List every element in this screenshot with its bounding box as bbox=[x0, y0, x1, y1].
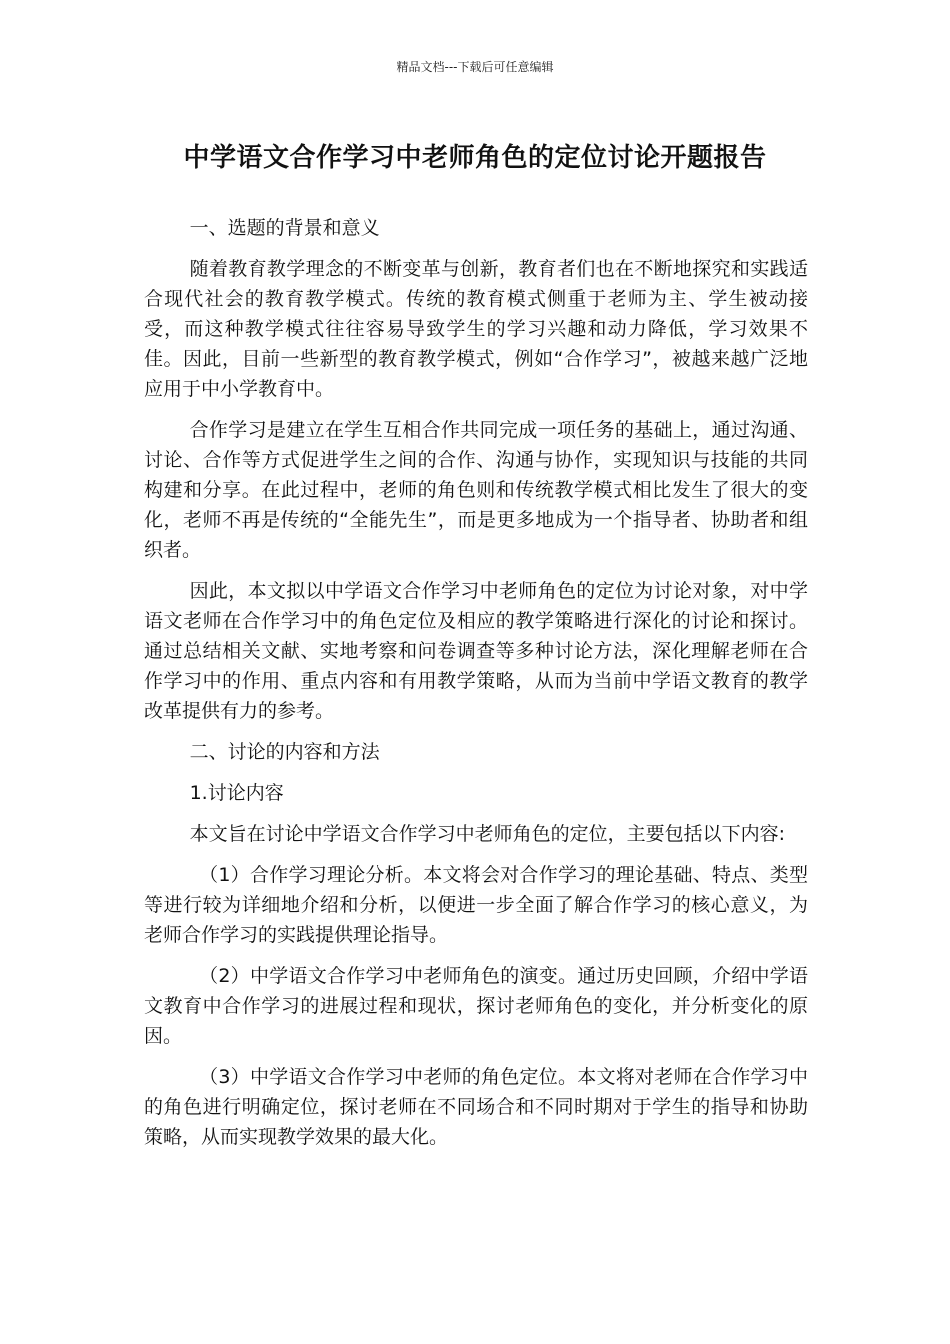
document-title: 中学语文合作学习中老师角色的定位讨论开题报告 bbox=[183, 143, 767, 173]
paragraph-purpose: 因此，本文拟以中学语文合作学习中老师角色的定位为讨论对象，对中学语文老师在合作学习中的角色定位及相应的教学策略进行深化的讨论和探讨。通过总结相关文献、实地考察和问卷调查等多种讨论方法，深化理解老师在合作学习中的作用、重点内容和有用教学策略，从而为当前中学语文教育的教学改革提供有力的参考。 bbox=[144, 580, 808, 722]
subsection-heading-content: 1.讨论内容 bbox=[189, 782, 284, 804]
paragraph-content-intro: 本文旨在讨论中学语文合作学习中老师角色的定位，主要包括以下内容: bbox=[189, 823, 785, 845]
list-item-positioning: （3）中学语文合作学习中老师的角色定位。本文将对老师在合作学习中的角色进行明确定位，探讨老师在不同场合和不同时期对于学生的指导和协助策略，从而实现教学效果的最大化。 bbox=[144, 1066, 808, 1148]
paragraph-background: 随着教育教学理念的不断变革与创新，教育者们也在不断地探究和实践适合现代社会的教育教学模式。传统的教育模式侧重于老师为主、学生被动接受，而这种教学模式往往容易导致学生的学习兴趣和动力降低，学习效果不佳。因此，目前一些新型的教育教学模式，例如“合作学习”，被越来越广泛地应用于中小学教育中。 bbox=[144, 258, 808, 400]
paragraph-cooperative-learning: 合作学习是建立在学生互相合作共同完成一项任务的基础上，通过沟通、讨论、合作等方式促进学生之间的合作、沟通与协作，实现知识与技能的共同构建和分享。在此过程中，老师的角色则和传统教学模式相比发生了很大的变化，老师不再是传统的“全能先生”，而是更多地成为一个指导者、协助者和组织者。 bbox=[144, 419, 808, 561]
document-body bbox=[144, 213, 808, 1163]
list-item-theory: （1）合作学习理论分析。本文将会对合作学习的理论基础、特点、类型等进行较为详细地介绍和分析，以便进一步全面了解合作学习的核心意义，为老师合作学习的实践提供理论指导。 bbox=[144, 864, 808, 946]
section-heading-content-method: 二、讨论的内容和方法 bbox=[189, 741, 380, 763]
list-item-evolution: （2）中学语文合作学习中老师角色的演变。通过历史回顾，介绍中学语文教育中合作学习的进展过程和现状，探讨老师角色的变化，并分析变化的原因。 bbox=[144, 965, 808, 1047]
page-header: 精品文档---下载后可任意编辑 bbox=[396, 60, 554, 74]
section-heading-background: 一、选题的背景和意义 bbox=[189, 217, 380, 239]
